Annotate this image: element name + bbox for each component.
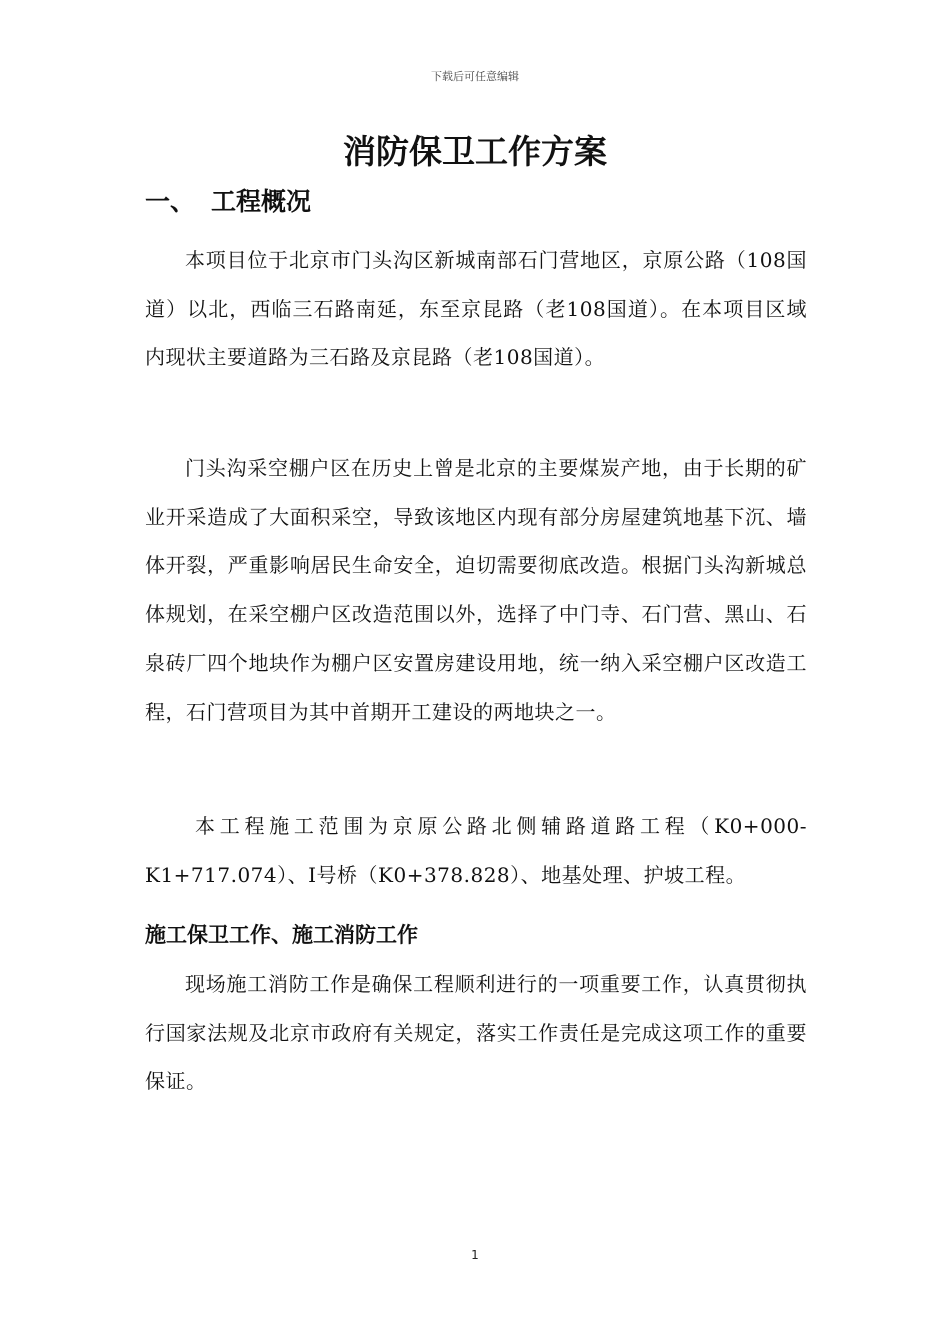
document-title: 消防保卫工作方案 bbox=[343, 132, 607, 171]
section-title: 工程概况 bbox=[211, 187, 312, 216]
paragraph-background: 门头沟采空棚户区在历史上曾是北京的主要煤炭产地，由于长期的矿业开采造成了大面积采空，导致该地区内现有部分房屋建筑地基下沉、墙体开裂，严重影响居民生命安全，迫切需要彻底改造。根据门头沟新城总体规划，在采空棚户区改造范围以外，选择了中门寺、石门营、黑山、石泉砖厂四个地块作为棚户区安置房建设用地，统一纳入采空棚户区改造工程，石门营项目为其中首期开工建设的两地块之一。 bbox=[145, 456, 807, 724]
section-number: 一、 bbox=[145, 187, 196, 216]
page-number: 1 bbox=[471, 1248, 479, 1262]
paragraph-location: 本项目位于北京市门头沟区新城南部石门营地区，京原公路（108国道）以北，西临三石路南延，东至京昆路（老108国道）。在本项目区域内现状主要道路为三石路及京昆路（老108国道）。 bbox=[145, 248, 807, 370]
paragraph-fire-safety: 现场施工消防工作是确保工程顺利进行的一项重要工作，认真贯彻执行国家法规及北京市政府有关规定，落实工作责任是完成这项工作的重要保证。 bbox=[145, 972, 807, 1094]
section-heading-overview bbox=[145, 182, 311, 222]
paragraph-scope: 本工程施工范围为京原公路北侧辅路道路工程（K0+000-K1+717.074）、I号桥（K0+378.828）、地基处理、护坡工程。 bbox=[145, 814, 807, 887]
section-heading-fire-security: 施工保卫工作、施工消防工作 bbox=[145, 923, 418, 947]
header-note: 下载后可任意编辑 bbox=[431, 70, 519, 83]
